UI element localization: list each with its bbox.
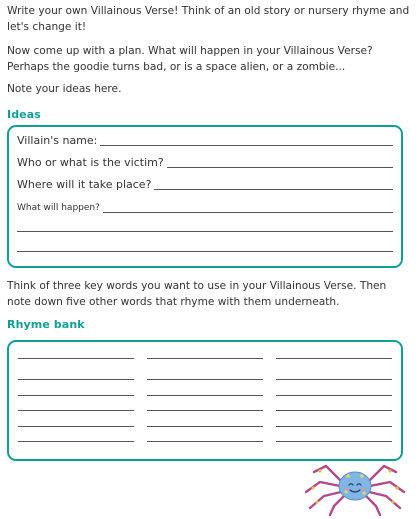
rhyme-line[interactable] bbox=[18, 358, 134, 359]
location-field[interactable] bbox=[17, 179, 393, 191]
spider-illustration bbox=[300, 452, 412, 516]
rhyme-line[interactable] bbox=[276, 441, 392, 442]
rhyme-line[interactable] bbox=[147, 410, 263, 411]
writing-line[interactable] bbox=[17, 251, 393, 252]
rhyme-line[interactable] bbox=[276, 395, 392, 396]
rhyme-line[interactable] bbox=[147, 358, 263, 359]
rhyme-line[interactable] bbox=[18, 395, 134, 396]
rhyme-line[interactable] bbox=[18, 379, 134, 380]
what-happens-line[interactable] bbox=[103, 212, 393, 213]
intro-paragraph-2: Now come up with a plan. What will happen in your Villainous Verse? Perhaps the goodie turns bad, or is a space alien, or a zombie... bbox=[7, 45, 373, 73]
rhyme-line[interactable] bbox=[18, 410, 134, 411]
writing-line[interactable] bbox=[17, 231, 393, 232]
victim-line[interactable] bbox=[167, 167, 393, 168]
villain-name-line[interactable] bbox=[100, 145, 393, 146]
location-label: Where will it take place? bbox=[17, 178, 152, 191]
villain-name-label: Villain's name: bbox=[17, 134, 98, 147]
victim-label: Who or what is the victim? bbox=[17, 156, 164, 169]
rhyme-line[interactable] bbox=[276, 426, 392, 427]
spider-body bbox=[339, 472, 371, 500]
rhyme-line[interactable] bbox=[276, 358, 392, 359]
rhyme-bank-box bbox=[7, 340, 403, 461]
ideas-box bbox=[7, 125, 403, 268]
location-line[interactable] bbox=[154, 189, 393, 190]
intro-paragraph-3: Note your ideas here. bbox=[7, 83, 122, 95]
victim-field[interactable] bbox=[17, 157, 393, 169]
intro-paragraph-1: Write your own Villainous Verse! Think of an old story or nursery rhyme and let's change it! bbox=[7, 5, 410, 33]
rhyme-line[interactable] bbox=[147, 395, 263, 396]
what-happens-label: What will happen? bbox=[17, 203, 100, 213]
keywords-instruction: Think of three key words you want to use in your Villainous Verse. Then note down five other words that rhyme with them underneath. bbox=[7, 280, 387, 308]
rhyme-line[interactable] bbox=[147, 441, 263, 442]
villain-name-field[interactable] bbox=[17, 135, 393, 147]
rhyme-line[interactable] bbox=[276, 410, 392, 411]
what-happens-field[interactable] bbox=[17, 202, 393, 214]
rhyme-line[interactable] bbox=[147, 426, 263, 427]
rhyme-line[interactable] bbox=[18, 441, 134, 442]
rhyme-line[interactable] bbox=[147, 379, 263, 380]
rhyme-bank-heading: Rhyme bank bbox=[7, 318, 85, 331]
ideas-heading: Ideas bbox=[7, 108, 41, 121]
rhyme-line[interactable] bbox=[276, 379, 392, 380]
rhyme-line[interactable] bbox=[18, 426, 134, 427]
